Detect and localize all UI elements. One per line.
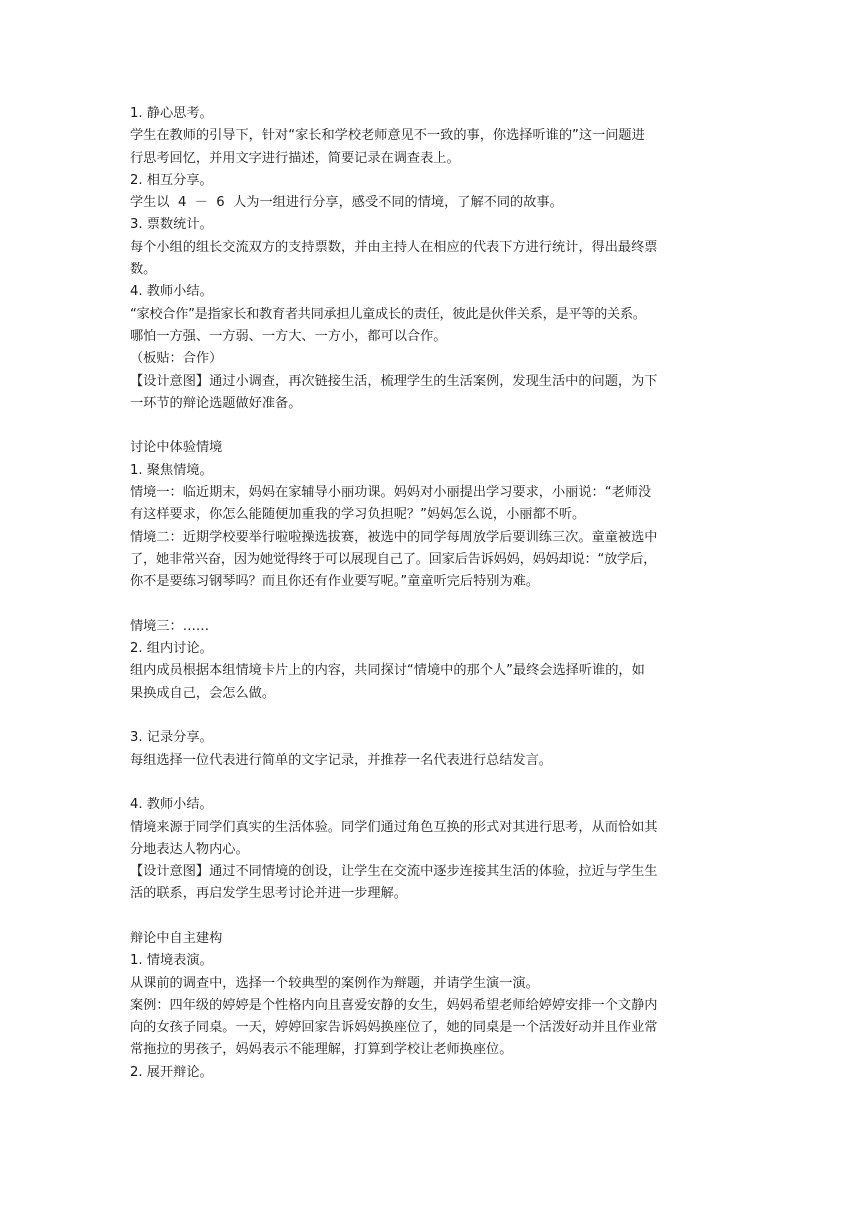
step-heading: 1. 静心思考。 bbox=[130, 106, 213, 121]
blank-line bbox=[130, 415, 732, 437]
board-note: （板贴：合作） bbox=[130, 351, 223, 367]
blank-line bbox=[130, 906, 732, 928]
step-heading: 3. 票数统计。 bbox=[130, 217, 213, 233]
paragraph-line: 情境二：近期学校要举行啦啦操选拔赛，被选中的同学每周放学后要训练三次。童童被选中 bbox=[130, 529, 658, 545]
step-heading: 4. 教师小结。 bbox=[130, 284, 213, 300]
blank-line bbox=[130, 705, 732, 727]
paragraph-line: 情境三：…… bbox=[130, 618, 210, 634]
step-heading: 1. 情境表演。 bbox=[130, 953, 213, 969]
design-intent-line: 【设计意图】通过小调查，再次链接生活，梳理学生的生活案例，发现生活中的问题，为下 bbox=[130, 373, 658, 389]
document-body bbox=[130, 103, 732, 1084]
paragraph-line: 情境一：临近期末，妈妈在家辅导小丽功课。妈妈对小丽提出学习要求，小丽说：“老师没 bbox=[130, 485, 652, 501]
paragraph-line: 学生在教师的引导下，针对“家长和学校老师意见不一致的事，你选择听谁的”这一问题进 bbox=[130, 128, 645, 144]
paragraph-line: 向的女孩子同桌。一天，婷婷回家告诉妈妈换座位了，她的同桌是一个活泼好动并且作业常 bbox=[130, 1020, 658, 1036]
paragraph-line: 学生以 4 － 6 人为一组进行分享，感受不同的情境，了解不同的故事。 bbox=[130, 195, 563, 211]
paragraph-line: 行思考回忆，并用文字进行描述，简要记录在调查表上。 bbox=[130, 150, 460, 166]
paragraph-line: 数。 bbox=[130, 262, 157, 278]
step-heading: 2. 展开辩论。 bbox=[130, 1064, 213, 1080]
step-heading: 1. 聚焦情境。 bbox=[130, 462, 213, 478]
section-heading: 讨论中体验情境 bbox=[130, 440, 223, 456]
paragraph-line: 了，她非常兴奋，因为她觉得终于可以展现自己了。回家后告诉妈妈，妈妈却说：“放学后， bbox=[130, 551, 657, 567]
paragraph-line: 分地表达人物内心。 bbox=[130, 841, 249, 857]
blank-line bbox=[130, 772, 732, 794]
paragraph-line: 每组选择一位代表进行简单的文字记录，并推荐一名代表进行总结发言。 bbox=[130, 752, 552, 768]
paragraph-line: 常拖拉的男孩子，妈妈表示不能理解，打算到学校让老师换座位。 bbox=[130, 1042, 513, 1058]
paragraph-line: 组内成员根据本组情境卡片上的内容，共同探讨“情境中的那个人”最终会选择听谁的，如 bbox=[130, 663, 645, 679]
step-heading: 4. 教师小结。 bbox=[130, 797, 213, 813]
step-heading: 2. 相互分享。 bbox=[130, 172, 213, 188]
design-intent-line: 活的联系，再启发学生思考讨论并进一步理解。 bbox=[130, 886, 407, 902]
paragraph-line: 从课前的调查中，选择一个较典型的案例作为辩题，并请学生演一演。 bbox=[130, 975, 539, 991]
blank-line bbox=[130, 594, 732, 616]
paragraph-line: 案例：四年级的婷婷是个性格内向且喜爱安静的女生，妈妈希望老师给婷婷安排一个文静内 bbox=[130, 997, 658, 1013]
paragraph-line: 哪怕一方强、一方弱、一方大、一方小，都可以合作。 bbox=[130, 328, 447, 344]
design-intent-line: 【设计意图】通过不同情境的创设，让学生在交流中逐步连接其生活的体验，拉近与学生生 bbox=[130, 864, 658, 880]
section-heading: 辩论中自主建构 bbox=[130, 930, 223, 946]
design-intent-line: 一环节的辩论选题做好准备。 bbox=[130, 395, 302, 411]
step-heading: 2. 组内讨论。 bbox=[130, 641, 213, 657]
paragraph-line: 有这样要求，你怎么能随便加重我的学习负担呢？”妈妈怎么说，小丽都不听。 bbox=[130, 507, 586, 523]
paragraph-line: 情境来源于同学们真实的生活体验。同学们通过角色互换的形式对其进行思考，从而恰如其 bbox=[130, 819, 658, 835]
step-heading: 3. 记录分享。 bbox=[130, 730, 213, 746]
paragraph-line: 果换成自己，会怎么做。 bbox=[130, 685, 276, 701]
paragraph-line: 每个小组的组长交流双方的支持票数，并由主持人在相应的代表下方进行统计，得出最终票 bbox=[130, 239, 658, 255]
paragraph-line: 你不是要练习钢琴吗？而且你还有作业要写呢。”童童听完后特别为难。 bbox=[130, 574, 540, 590]
paragraph-line: “家校合作”是指家长和教育者共同承担儿童成长的责任，彼此是伙伴关系，是平等的关系。 bbox=[130, 306, 646, 322]
